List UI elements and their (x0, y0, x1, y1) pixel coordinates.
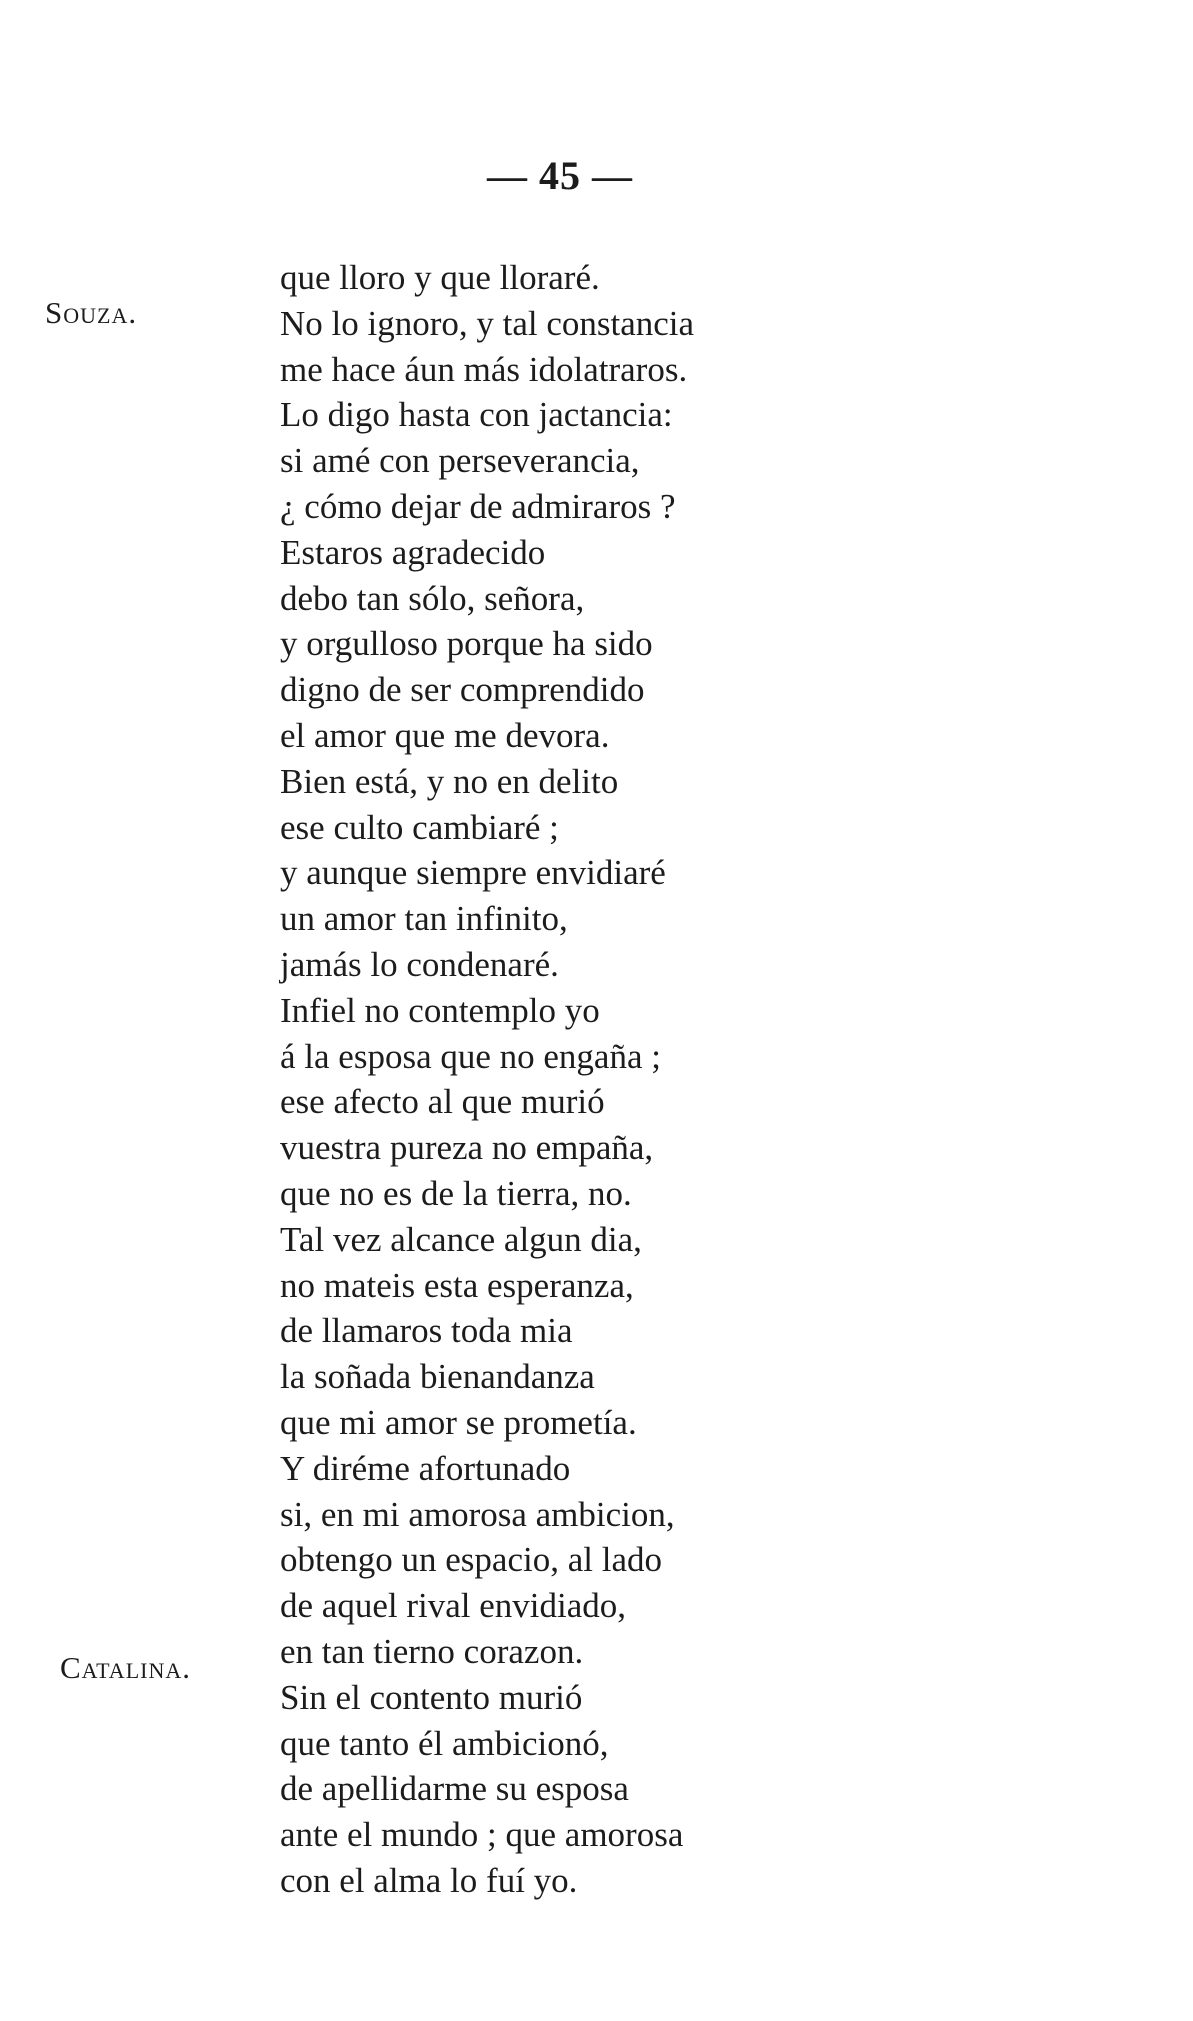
verse-line: la soñada bienandanza (280, 1357, 595, 1397)
verse-line: que no es de la tierra, no. (280, 1173, 632, 1213)
verse-line: que mi amor se prometía. (280, 1402, 637, 1442)
verse-line: que lloro y que lloraré. (280, 258, 600, 297)
verse-line: en tan tierno corazon. (280, 1631, 584, 1671)
verse-line: y orgulloso porque ha sido (280, 624, 653, 664)
verse-line: No lo ignoro, y tal constancia (280, 303, 695, 343)
verse-line: á la esposa que no engaña ; (280, 1036, 661, 1076)
speaker-souza: Souza. (45, 295, 138, 330)
verse-line: me hace áun más idolatraros. (280, 349, 688, 389)
verse-line: si, en mi amorosa ambicion, (280, 1494, 675, 1534)
verse-line: obtengo un espacio, al lado (280, 1540, 662, 1580)
verse-block (280, 255, 920, 1904)
verse-line: ese afecto al que murió (280, 1082, 605, 1122)
verse-line: el amor que me devora. (280, 715, 610, 755)
verse-line: ante el mundo ; que amorosa (280, 1815, 684, 1855)
verse-line: debo tan sólo, señora, (280, 578, 585, 618)
verse-line: ese culto cambiaré ; (280, 807, 559, 847)
verse-line: digno de ser comprendido (280, 670, 645, 710)
verse-line: con el alma lo fuí yo. (280, 1860, 578, 1900)
verse-line: Lo digo hasta con jactancia: (280, 395, 673, 435)
verse-line: que tanto él ambicionó, (280, 1723, 609, 1763)
verse-line: Estaros agradecido (280, 532, 546, 572)
verse-line: y aunque siempre envidiaré (280, 853, 666, 893)
speaker-catalina: Catalina. (60, 1650, 191, 1685)
verse-line: de aquel rival envidiado, (280, 1586, 626, 1626)
verse-line: vuestra pureza no empaña, (280, 1128, 654, 1168)
verse-line: Bien está, y no en delito (280, 761, 619, 801)
verse-line: de llamaros toda mia (280, 1311, 573, 1351)
verse-line: si amé con perseverancia, (280, 441, 640, 481)
verse-line: Tal vez alcance algun dia, (280, 1219, 642, 1259)
verse-line: Infiel no contemplo yo (280, 990, 600, 1030)
verse-line: un amor tan infinito, (280, 899, 568, 939)
verse-line: no mateis esta esperanza, (280, 1265, 634, 1305)
verse-line: Sin el contento murió (280, 1677, 583, 1717)
verse-line: jamás lo condenaré. (280, 944, 559, 984)
verse-line: de apellidarme su esposa (280, 1769, 629, 1809)
verse-line: Y diréme afortunado (280, 1448, 571, 1488)
verse-line: ¿ cómo dejar de admiraros ? (280, 486, 676, 526)
page-number: — 45 — (487, 153, 633, 198)
